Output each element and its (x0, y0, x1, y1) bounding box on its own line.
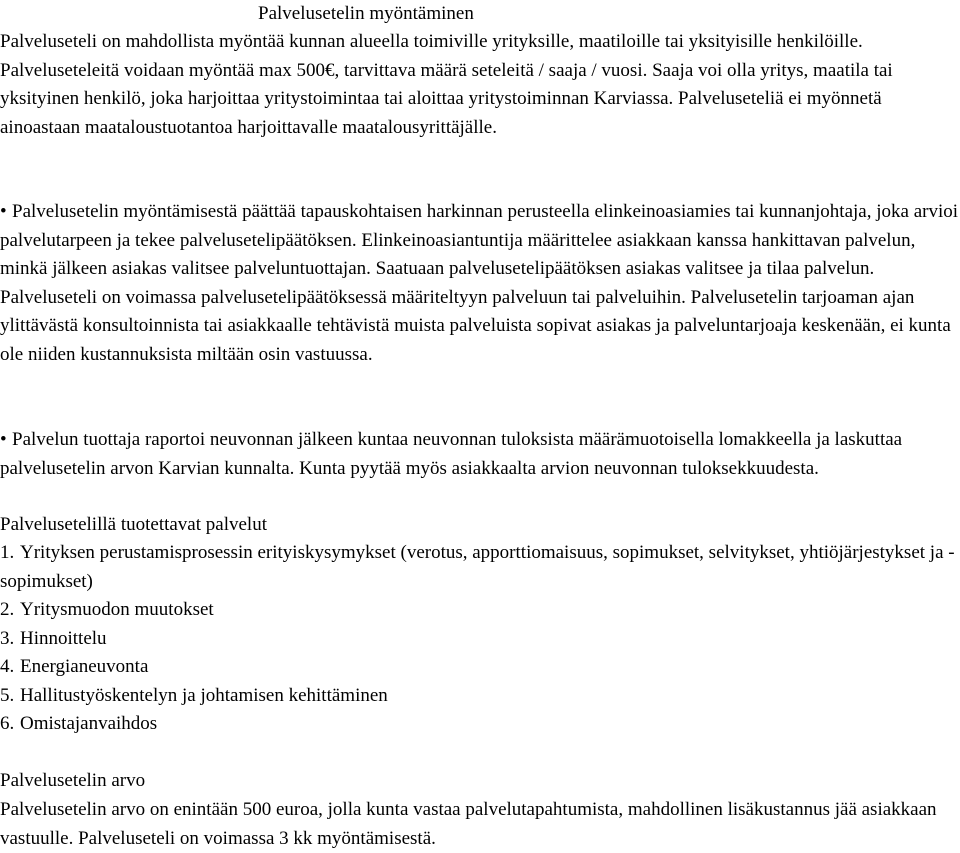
bullet-text-reporting: Palvelun tuottaja raportoi neuvonnan jälkeen kuntaa neuvonnan tuloksista määrämuotoisella lomakkeella ja laskuttaa palvelusetelin arvon Karvian kunnalta. Kunta pyytää myös asiakkaalta arvion neuvonnan tuloksekkuudesta. (0, 429, 903, 479)
services-list (0, 539, 958, 739)
list-item-text: Hinnoittelu (20, 627, 107, 649)
list-item (0, 596, 958, 625)
list-item-text: Yritysmuodon muutokset (20, 599, 214, 620)
intro-text-a: Palveluseteli on mahdollista myöntää kunnan alueella toimiville yrityksille, maatiloille tai yksityisille henkilöille. (0, 31, 863, 52)
bullet-icon: • (0, 201, 7, 222)
list-item-number: 4. (0, 656, 15, 677)
bullet-paragraph-reporting (0, 426, 958, 483)
services-heading: Palvelusetelillä tuotettavat palvelut (0, 514, 267, 535)
list-item-text: Omistajanvaihdos (20, 713, 158, 734)
list-item-number: 3. (0, 627, 15, 649)
bullet-paragraph-decision (0, 198, 958, 369)
bullet-text-decision: Palvelusetelin myöntämisestä päättää tapauskohtaisen harkinnan perusteella elinkeinoasiamies tai kunnanjohtaja, joka arvioi palvelutarpeen ja tekee palvelusetelipäätöksen. Elinkeinoasiantuntija määrittelee asiakkaan kanssa hankittavan palvelun, minkä jälkeen asiakas valitsee palveluntuottajan. Saatuaan palvelusetelipäätöksen asiakas valitsee ja tilaa palvelun. Palveluseteli on voimassa palvelusetelipäätöksessä määriteltyyn palveluun tai palveluihin. Palvelusetelin tarjoaman ajan ylittävästä konsultoinnista tai asiakkaalle tehtävistä muista palveluista sopivat asiakas ja palveluntarjoaja keskenään, ei kunta ole niiden kustannuksista miltään osin vastuussa. (0, 201, 959, 365)
intro-text-b: Palveluseteleitä voidaan myöntää max 500€, tarvittava määrä seteleitä / saaja / vuosi. Saaja voi olla yritys, maatila tai yksityinen henkilö, joka harjoittaa yritystoimintaa tai aloittaa yritystoiminnan Karviassa. Palveluseteliä ei myönnetä ainoastaan maataloustuotantoa harjoittavalle maatalousyrittäjälle. (0, 59, 893, 138)
list-item-number: 1. (0, 542, 15, 563)
list-item (0, 682, 958, 711)
list-item (0, 625, 958, 654)
list-item-text: Hallitustyöskentelyn ja johtamisen kehittäminen (20, 684, 388, 706)
list-item-text: Yrityksen perustamisprosessin erityiskysymykset (verotus, apporttiomaisuus, sopimukset, selvitykset, yhtiöjärjestykset ja -sopimukset) (0, 542, 955, 592)
list-item-number: 6. (0, 713, 15, 734)
value-heading: Palvelusetelin arvo (0, 770, 146, 791)
list-item-number: 2. (0, 599, 15, 620)
list-item-number: 5. (0, 684, 15, 706)
value-paragraph: Palvelusetelin arvo on enintään 500 euroa, jolla kunta vastaa palvelutapahtumista, mahdollinen lisäkustannus jää asiakkaan vastuulle. Palveluseteli on voimassa 3 kk myöntämisestä. (0, 799, 937, 849)
document-title: Palvelusetelin myöntäminen (258, 3, 474, 24)
list-item (0, 539, 958, 596)
bullet-icon: • (0, 429, 7, 450)
list-item-text: Energianeuvonta (20, 656, 149, 677)
intro-paragraph (0, 28, 958, 142)
list-item (0, 653, 958, 682)
list-item (0, 710, 958, 739)
